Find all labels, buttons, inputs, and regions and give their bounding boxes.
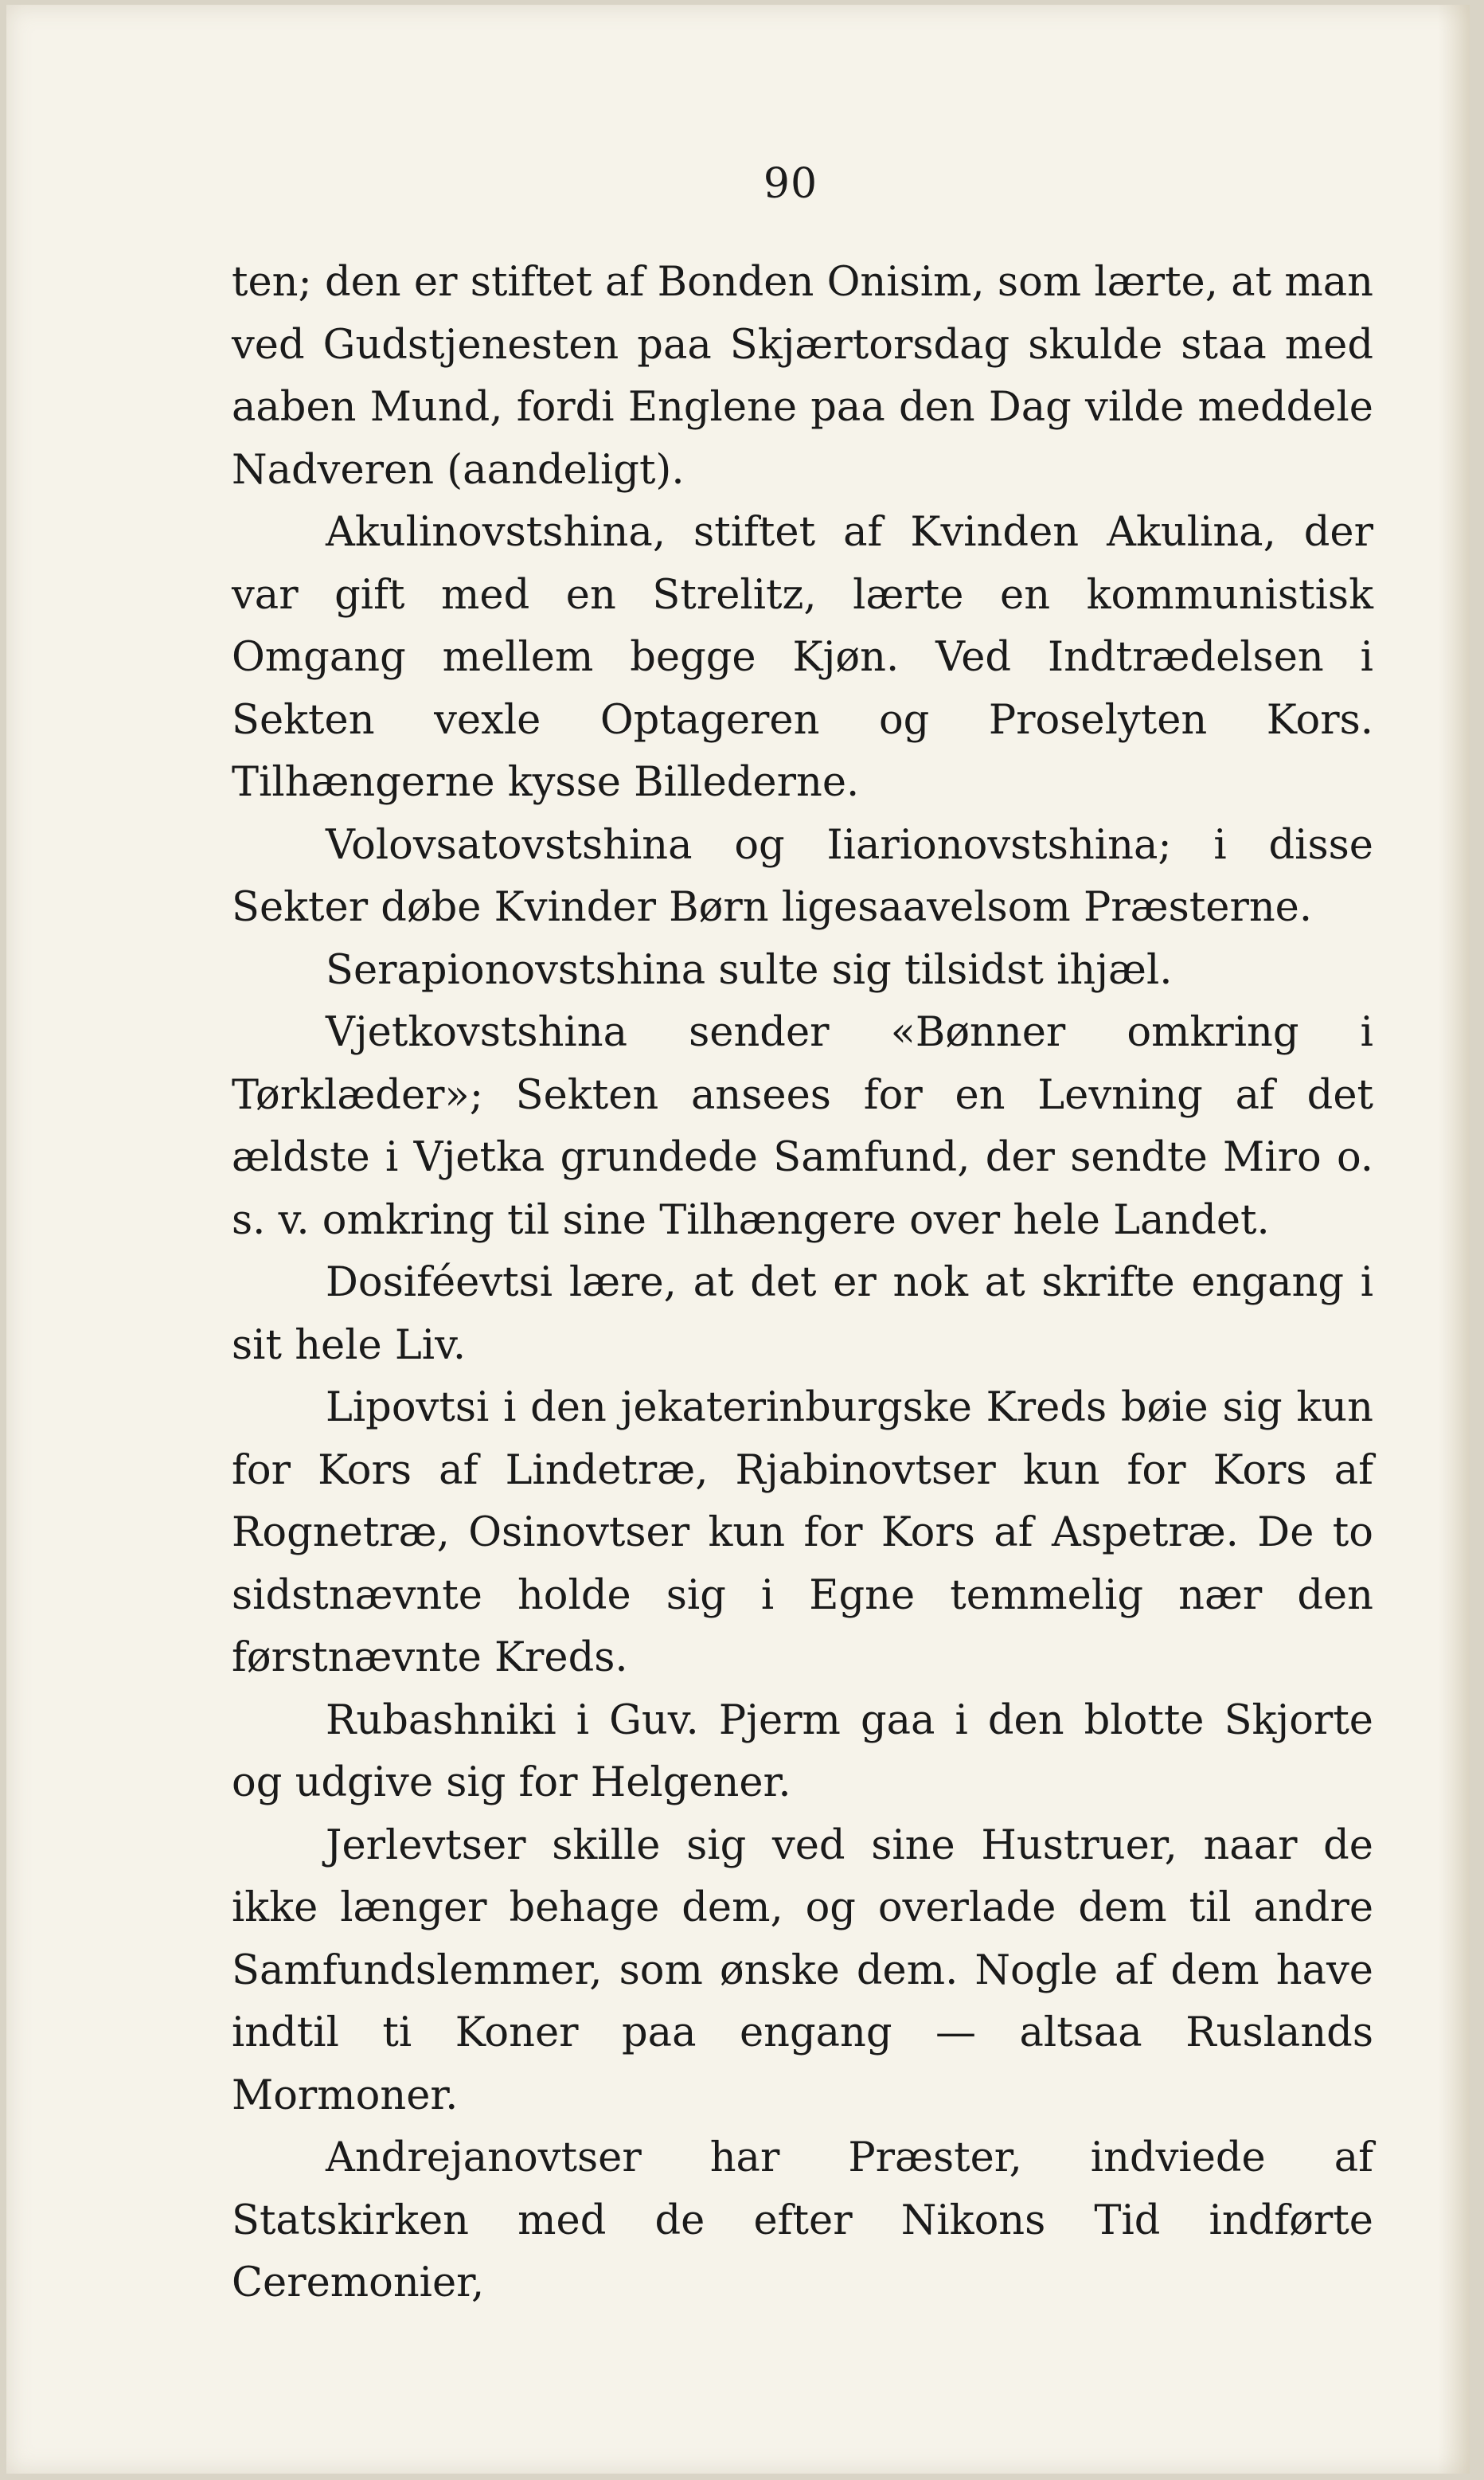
- page-edge-shadow: [1438, 5, 1470, 2474]
- paragraph: Andrejanovtser har Præster, indviede af Statskirken med de efter Nikons Tid indførte Ceremonier,: [232, 2134, 1373, 2306]
- paragraph: ten; den er stiftet af Bonden Onisim, som lærte, at man ved Gudstjenesten paa Skjærtorsdag skulde staa med aaben Mund, fordi Englene paa den Dag vilde meddele Nadveren (aandeligt).: [232, 259, 1373, 494]
- paragraph: Rubashniki i Guv. Pjerm gaa i den blotte Skjorte og udgive sig for Helgener.: [232, 1696, 1373, 1806]
- body-text: [232, 252, 1373, 2315]
- paragraph: Vjetkovstshina sender «Bønner omkring i Tørklæder»; Sekten ansees for en Levning af det ældste i Vjetka grundede Samfund, der sendte Miro o. s. v. omkring til sine Tilhængere over hele Landet.: [232, 1009, 1373, 1244]
- paragraph: Lipovtsi i den jekaterinburgske Kreds bøie sig kun for Kors af Lindetræ, Rjabinovtser kun for Kors af Rognetræ, Osinovtser kun for Kors af Aspetræ. De to sidstnævnte holde sig i Egne temmelig nær den førstnævnte Kreds.: [232, 1384, 1373, 1681]
- paragraph: Dosiféevtsi lære, at det er nok at skrifte engang i sit hele Liv.: [232, 1259, 1373, 1369]
- paragraph: Akulinovstshina, stiftet af Kvinden Akulina, der var gift med en Strelitz, lærte en kommunistisk Omgang mellem begge Kjøn. Ved Indtrædelsen i Sekten vexle Optageren og Proselyten Kors. Tilhængerne kysse Billederne.: [232, 509, 1373, 806]
- book-page: [6, 5, 1470, 2474]
- paragraph: Volovsatovstshina og Iiarionovstshina; i disse Sekter døbe Kvinder Børn ligesaavelsom Præsterne.: [232, 821, 1373, 931]
- paragraph: Jerlevtser skille sig ved sine Hustruer, naar de ikke længer behage dem, og overlade dem til andre Samfundslemmer, som ønske dem. Nogle af dem have indtil ti Koner paa engang — altsaa Ruslands Mormoner.: [232, 1821, 1373, 2119]
- paragraph: Serapionovstshina sulte sig tilsidst ihjæl.: [326, 946, 1173, 994]
- page-number: 90: [763, 160, 818, 208]
